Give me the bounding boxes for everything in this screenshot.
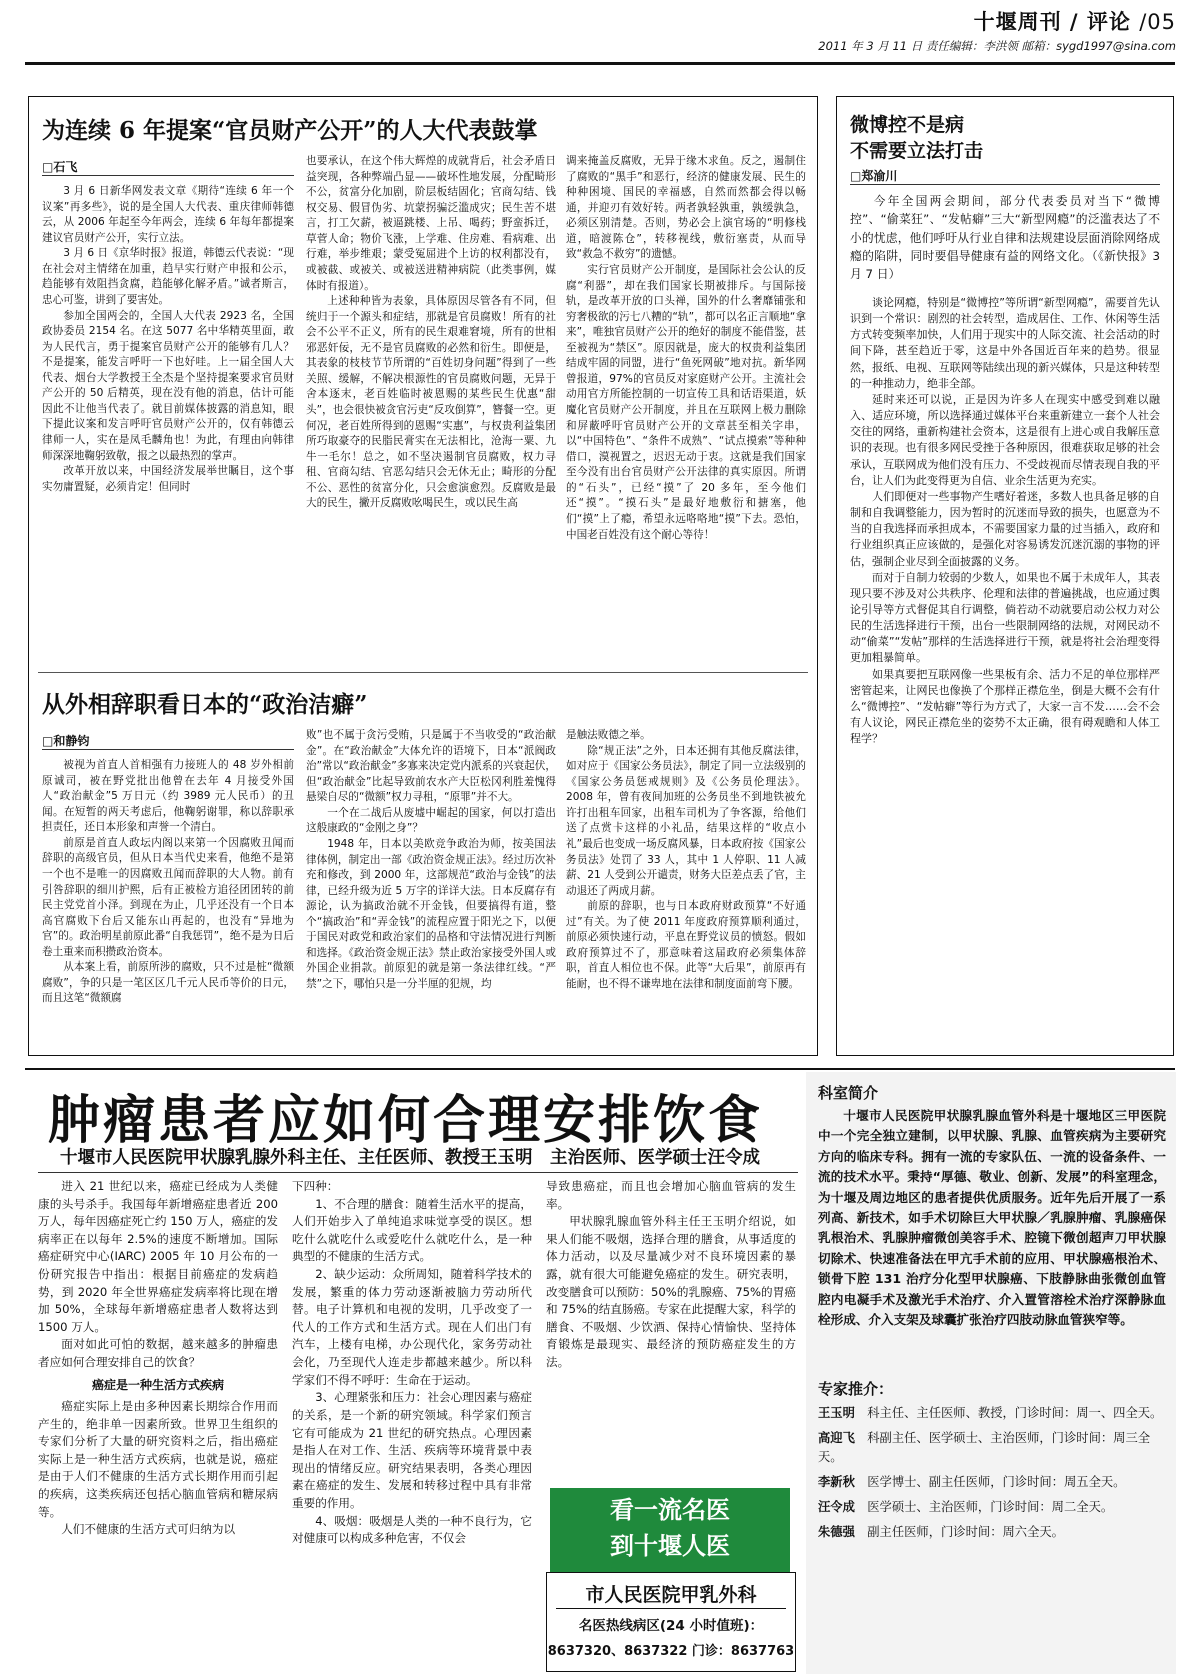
experts-list bbox=[818, 1404, 1168, 1548]
expert-desc: 科副主任、医学硕士、主治医师，门诊时间：周三全天。 bbox=[818, 1431, 1151, 1465]
paragraph: 改革开放以来，中国经济发展举世瞩目，这个事实勿庸置疑，必须肯定！但同时 bbox=[42, 465, 294, 493]
section-rule bbox=[25, 1068, 1175, 1070]
promo-banner bbox=[550, 1488, 790, 1572]
paragraph: 上述种种皆为表象，具体原因尽管各有不同，但统归于一个源头和症结，那就是官员腐败！所有的社会不公平不正义，所有的民生艰难窘境，所有的世相邪恶奸佞，无不是官员腐败的必然和衍生。即便是，其表象的枝枝节节所谓的“百姓切身问题”得到了一些关照、缓解，不解决根源性的官员腐败问题，无异于舍本逐末，老百姓临时被恩赐的某些民生优惠“甜头”，也会很快被贪官污吏“反攻倒算”，簪餐一空。更何况，老百姓所得到的恩赐“实惠”，与权贵利益集团所巧取豪夺的民脂民膏实在无法相比，沧海一粟、九牛一毛尔！总之，如不坚决遏制官员腐败，权力寻租、官商勾结、官恶勾结只会无休无止；畸形的分配不公、恶性的贫富分化，只会愈演愈烈。反腐败是最大的民生，撇开反腐败吆喝民生，或以民生高 bbox=[306, 295, 556, 510]
page-number: /05 bbox=[1139, 10, 1176, 34]
section-heading: 癌症是一种生活方式疾病 bbox=[91, 1377, 224, 1392]
article2-author: □和静钧 bbox=[42, 734, 90, 748]
expert-desc: 副主任医师，门诊时间：周六全天。 bbox=[867, 1525, 1064, 1540]
article2-col2 bbox=[306, 728, 556, 1048]
dept-heading: 科室简介 bbox=[818, 1084, 879, 1102]
hospital-name: 市人民医院甲乳外科 bbox=[585, 1584, 757, 1606]
header-rule bbox=[25, 62, 1175, 65]
title-line: 不需要立法打击 bbox=[850, 140, 984, 162]
paragraph: 前原的辞职，也与日本政府财政预算“不好通过”有关。为了使 2011 年度政府预算顺利通过，前原必须快速行动，平息在野党议员的愤怒。假如政府预算过不了，那意味着这届政府必须集体辞职，首直人相位也不保。此等“大后果”，前原再有能耐，也不得不谦卑地在法律和制度面前弯下腰。 bbox=[566, 900, 806, 990]
article3-body bbox=[850, 295, 1160, 1047]
paragraph: 下四种： bbox=[292, 1179, 339, 1193]
paragraph: 3、心理紧张和压力：社会心理因素与癌症的关系，是一个新的研究领域。科学家们预言它有可能成为 21 世纪的研究热点。心理因素是指人在对工作、生活、疾病等环境背景中表现出的情绪反应。研究结果表明，各类心理因素在癌症的发生、发展和转移过程中具有非常重要的作用。 bbox=[292, 1390, 532, 1510]
paragraph: 进入 21 世纪以来，癌症已经成为人类健康的头号杀手。我国每年新增癌症患者近 200 万人，每年因癌症死亡约 150 万人，癌症的发病率正在以每年 2.5%的速度不断增加。国际癌症研究中心(IARC) 2005 年 10 月公布的一份研究报告中指出：根据目前癌症的发病趋势，到 2020 年全世界癌症发病率将比现在增加 50%，全球每年新增癌症患者人数将达到 1500 万人。 bbox=[38, 1179, 278, 1334]
intro-paragraph: 今年全国两会期间，部分代表委员对当下“微博控”、“偷菜狂”、“发帖癖”三大“新型网瘾”的泛滥表达了不小的忧虑，他们呼吁从行业自律和法规建设层面消除网络成瘾的陷阱，同时要倡导健康有益的网络文化。（《新快报》3 月 7 日） bbox=[850, 194, 1160, 282]
expert-item bbox=[818, 1429, 1168, 1467]
health-subtitle: 十堰市人民医院甲状腺乳腺外科主任、主任医师、教授王玉明 主治医师、医学硕士汪令成 bbox=[60, 1148, 760, 1168]
article2-col3 bbox=[566, 728, 806, 1048]
paragraph: 3 月 6 日新华网发表文章《期待“连续 6 年一个议案”再多些》，说的是全国人大代表、重庆律师韩德云，从 2006 年起至今年两会，连续 6 年每年都提案建议官员财产公开，实行立法。 bbox=[42, 185, 294, 244]
paragraph: 参加全国两会的，全国人大代表 2923 名，全国政协委员 2154 名。在这 5077 名中华精英里面，敢为人民代言，勇于提案官员财产公开的能够有几人？不是提案，能发言呼吁一下也好哇。上一届全国人大代表、烟台大学教授王全杰是个坚持提案要求官员财产公开的 50 后精英，现在没有他的消息，估计可能因此不让他当代表了。就目前媒体披露的消息知，眼下提此议案和发言呼吁官员财产公开的，仅有韩德云律师一人，实在是凤毛麟角也！为此，有理由向韩律师深深地鞠躬致敬，报之以最热烈的掌声。 bbox=[42, 309, 294, 462]
hotline-numbers: 8637320、8637322 门诊：8637763 bbox=[547, 1644, 795, 1659]
paragraph: 癌症实际上是由多种因素长期综合作用而产生的，绝非单一因素所致。世界卫生组织的专家们分析了大量的研究资料之后，指出癌症实际上是一种生活方式疾病，也就是说，癌症是由于人们不健康的生活方式长期作用而引起的疾病，这类疾病还包括心脑血管病和糖尿病等。 bbox=[38, 1398, 278, 1519]
paragraph: 从本案上看，前原所涉的腐败，只不过是桩“微额腐败”，争的只是一笔区区几千元人民币等价的日元，而且这笔“微额腐 bbox=[42, 961, 294, 1005]
paragraph: 3 月 6 日《京华时报》报道，韩德云代表说：“现在社会对主情绪在加重，趋早实行财产申报和公示，趋能够有效阻挡贪腐，趋能够化解矛盾。”诚者斯言，忠心可鉴，讲到了要害处。 bbox=[42, 247, 294, 306]
paragraph: 一个在二战后从废墟中崛起的国家，何以打造出这般康政的“金刚之身”？ bbox=[306, 806, 556, 835]
paragraph: 面对如此可怕的数据，越来越多的肿瘤患者应如何合理安排自己的饮食？ bbox=[38, 1337, 278, 1370]
paragraph: 前原是首直人政坛内阁以来第一个因腐败丑闻而辞职的高级官员，但从日本当代史来看，他绝不是第一个也不是唯一的因腐败丑闻而辞职的大人物。前有引咎辞职的细川护熙，后有正被检方追径团团转的前民主党党首小泽。到现在为止，几乎还没有一个日本高官腐败下台后又能东山再起的，也没有“异地为官”的。政治明星前原此番“自我惩罚”，绝不是为日后卷土重来而积攒政治资本。 bbox=[42, 836, 294, 958]
expert-name: 李新秋 bbox=[818, 1475, 855, 1490]
expert-item bbox=[818, 1523, 1168, 1542]
article1-col1 bbox=[42, 184, 294, 662]
article1-author: □石飞 bbox=[42, 160, 78, 174]
article3-author: □郑渝川 bbox=[850, 169, 898, 183]
paragraph: 谈论网瘾，特别是“微博控”等所谓“新型网瘾”，需要首先认识到一个常识：剧烈的社会转型，造成居住、工作、休闲等生活方式转变频率加快，人们用于现实中的人际交流、社会活动的时间下降，甚至趋近于零，这是中外各国近百年来的趋势。很显然，报纸、电视、互联网等陆续出现的新兴媒体，只是这种转型的一种推动力，绝非全部。 bbox=[850, 296, 1160, 390]
subtitle-rule bbox=[38, 1172, 798, 1173]
expert-desc: 医学博士、副主任医师，门诊时间：周五全天。 bbox=[867, 1475, 1126, 1490]
article3-title bbox=[850, 112, 983, 164]
article2-title: 从外相辞职看日本的“政治洁癖” bbox=[42, 691, 368, 718]
expert-item bbox=[818, 1473, 1168, 1492]
section-name: / 评论 bbox=[1069, 10, 1131, 34]
promo-line2: 到十堰人医 bbox=[610, 1532, 730, 1560]
expert-desc: 医学硕士、主治医师，门诊时间：周二全天。 bbox=[867, 1500, 1114, 1515]
dept-intro bbox=[818, 1106, 1166, 1354]
expert-desc: 科主任、主任医师、教授，门诊时间：周一、四全天。 bbox=[867, 1406, 1163, 1420]
health-col3 bbox=[546, 1178, 796, 1478]
paragraph: 败”也不属于贪污受贿，只是属于不当收受的“政治献金”。在“政治献金”大体允许的语境下，日本“派阀政治”常以“政治献金”多寡来决定党内派系的兴衰起伏，但“政治献金”比起导致前农水产大臣松冈利胜羞愧得悬梁自尽的“微额”权力寻租，“原罪”并不大。 bbox=[306, 729, 556, 804]
byline-rule bbox=[42, 749, 294, 750]
article1-title: 为连续 6 年提案“官员财产公开”的人大代表鼓掌 bbox=[42, 117, 538, 144]
paragraph: 人们不健康的生活方式可归纳为以 bbox=[61, 1522, 236, 1537]
expert-item bbox=[818, 1404, 1168, 1423]
health-title: 肿瘤患者应如何合理安排饮食 bbox=[48, 1091, 764, 1151]
page-header bbox=[974, 6, 1176, 36]
experts-heading: 专家推介： bbox=[818, 1380, 894, 1398]
dept-paragraph: 十堰市人民医院甲状腺乳腺血管外科是十堰地区三甲医院中一个完全独立建制，以甲状腺、乳腺、血管疾病为主要研究方向的临床专科。拥有一流的专家队伍、一流的设备条件、一流的技术水平。秉持“厚德、敬业、创新、发展”的科室理念，为十堰及周边地区的患者提供优质服务。近年先后开展了一系列高、新技术，如手术切除巨大甲状腺／乳腺肿瘤、乳腺癌保乳根治术、乳腺肿瘤微创美容手术、腔镜下微创超声刀甲状腺切除术、快速准备法在甲亢手术前的应用、甲状腺癌根治术、锁骨下腔 131 治疗分化型甲状腺癌、下肢静脉曲张微创血管腔内电凝手术及激光手术治疗、介入置管溶栓术治疗深静脉血栓形成、介入支架及球囊扩张治疗四肢动脉血管狭窄等。 bbox=[818, 1108, 1166, 1327]
paragraph: 1948 年，日本以美欧竞争政治为师，按美国法律体例，制定出一部《政治资金规正法》。经过历次补充和修改，到 2000 年，这部规范“政治与金钱”的法律，已经升级为近 5 万字的详详大法。日本反腐存有源论，认为搞政治就不开金钱，但要搞得有道，整个“搞政治”和“弄金钱”的流程应置于阳光之下，以便于国民对政党和政治家们的品格和守法情况进行判断和选择。《政治资金规正法》禁止政治家接受外国人或外国企业捐款。前原犯的就是第一条法律红线。“严禁”之下，哪怕只是一分半厘的犯规，均 bbox=[306, 837, 556, 990]
paragraph: 如果真要把互联网像一些果板有余、活力不足的单位那样严密管起来，让网民也像换了个那样正襟危坐，倒是大概不会有什么“微博控”、“发帖癖”等行为方式了，大家一言不发……会不会有人议论，网民正襟危坐的姿势不太正确，很有碍观瞻和人体工程学？ bbox=[850, 667, 1160, 746]
paragraph: 1、不合理的膳食：随着生活水平的提高，人们开始步入了单纯追求味觉享受的误区。想吃什么就吃什么或爱吃什么就吃什么，是一种典型的不健康的生活方式。 bbox=[292, 1196, 532, 1264]
paragraph: 人们即便对一些事物产生嗜好着迷，多数人也具备足够的自制和自我调整能力，因为暂时的沉迷而导致的损失，也愿意为不当的自我选择而承担成本，不需要国家力量的过当插入，政府和行业组织真正应该做的，是强化对容易诱发沉迷沉溺的事物的评估，强制企业尽到全面披露的义务。 bbox=[850, 489, 1160, 568]
expert-name: 高迎飞 bbox=[818, 1431, 855, 1446]
expert-item bbox=[818, 1498, 1168, 1517]
paragraph: 实行官员财产公开制度，是国际社会公认的反腐“利器”，却在我们国家长期被排斥。与国际接轨，是改革开放的口头禅，国外的什么奢靡铺张和穷奢极欲的污七八糟的“轨”，都可以名正言顺地“拿来”，唯独官员财产公开的绝好的制度不能借鉴，甚至被视为“禁区”。原因就是，庞大的权贵利益集团结成牢固的同盟，进行“鱼死网破”地对抗。新华网曾报道，97%的官员反对家庭财产公开。主流社会动用官方所能控制的一切宣传工具和话语渠道，妖魔化官员财产公开制度，并且在互联网上极力删除和屏蔽呼吁官员财产公开的文章甚至相关字串，以“中国特色”、“条件不成熟”、“试点摸索”等种种借口，漠视置之，迟迟无动于衷。这就是我们国家至今没有出台官员财产公开法律的真实原因。所谓的“石头”，已经“摸”了 20 多年，至今他们还“摸”。“摸石头”是最好地敷衍和搪塞，他们“摸”上了瘾，希望永远咯咯地“摸”下去。恐怕，中国老百姓没有这个耐心等待！ bbox=[566, 263, 806, 541]
paragraph: 2、缺少运动：众所周知，随着科学技术的发展，繁重的体力劳动逐渐被脑力劳动所代替。电子计算机和电视的发明，几乎改变了一代人的工作方式和生活方式。现在人们出门有汽车，上楼有电梯，办公现代化，家务劳动社会化，乃至现代人连走步都越来越少。所以科学家们不得不呼吁：生命在于运动。 bbox=[292, 1267, 532, 1387]
article1-col2 bbox=[306, 154, 556, 662]
paragraph: 甲状腺乳腺血管外科主任王玉明介绍说，如果人们能不吸烟，选择合理的膳食，从事适度的体力活动，以及尽量减少对不良环境因素的暴露，就有很大可能避免癌症的发生。研究表明，改变膳食可以预防：50%的乳腺癌、75%的胃癌和 75%的结直肠癌。专家在此提醒大家，科学的膳食、不吸烟、少饮酒、保持心情愉快、坚持体育锻炼是最现实、最经济的预防癌症发生的方法。 bbox=[546, 1214, 796, 1370]
byline-rule bbox=[42, 175, 294, 176]
date-editor-line: 2011 年 3 月 11 日 责任编辑：李洪领 邮箱：sygd1997@sina.com bbox=[818, 39, 1176, 53]
expert-name: 朱德强 bbox=[818, 1525, 855, 1540]
paper-name: 十堰周刊 bbox=[973, 10, 1062, 34]
article-divider bbox=[38, 672, 808, 673]
promo-line1: 看一流名医 bbox=[610, 1496, 730, 1524]
paragraph: 是触法败德之举。 bbox=[566, 729, 651, 741]
health-col2 bbox=[292, 1178, 532, 1672]
paragraph: 而对于自制力较弱的少数人，如果也不属于未成年人，其表现只要不涉及对公共秩序、伦理和法律的普遍挑战，也应通过舆论引导等方式督促其自行调整，倘若动不动就要启动公权力对公民的生活选择进行干预，出台一些限制网络的法规，对网民动不动“偷菜”“发帖”那样的生活选择进行干预，就是将社会治理变得更加粗暴简单。 bbox=[850, 570, 1160, 665]
paragraph: 也要承认，在这个伟大辉煌的成就背后，社会矛盾日益突现，各种弊端凸显——破坏性地发展，分配畸形不公，贫富分化加剧，阶层板结固化；官商勾结、钱权交易、假冒伪劣、坑蒙拐骗泛滥成灾；民生苦不堪言，打工欠薪，被逼跳楼、上吊、喝药；野蛮拆迁，草菅人命；物价飞涨，上学难、住房难、看病难、出行难，举步维艰；蒙受冤屈进个上访的权利都没有，或被截、或被关、或被送进精神病院（此类事例，媒体时有报道）。 bbox=[306, 155, 556, 292]
article1-col3 bbox=[566, 154, 806, 662]
paragraph: 除“规正法”之外，日本还拥有其他反腐法律，如对应于《国家公务员法》，制定了同一立法级别的《国家公务员惩戒规则》及《公务员伦理法》。2008 年，曾有夜间加班的公务员坐不到地铁被允许打出租车回家，出租车司机为了争客源，给他们送了点赏卡这样的小礼品，结果这样的“收点小礼”最后也变成一场反腐风暴，日本政府按《国家公务员法》处罚了 33 人，其中 1 人停职、11 人减薪、21 人受到公开谴责，财务大臣差点丢了官，主动退还了两成月薪。 bbox=[566, 744, 806, 897]
paragraph: 导致患癌症，而且也会增加心脑血管病的发生率。 bbox=[546, 1179, 796, 1211]
health-col1 bbox=[38, 1178, 278, 1672]
hotline-rule bbox=[556, 1608, 786, 1609]
title-line: 微博控不是病 bbox=[850, 114, 965, 136]
article3-intro bbox=[850, 192, 1160, 292]
article2-col1 bbox=[42, 758, 294, 1048]
paragraph: 4、吸烟：吸烟是人类的一种不良行为，它对健康可以构成多种危害，不仅会 bbox=[292, 1513, 532, 1546]
hotline-label: 名医热线病区(24 小时值班)： bbox=[578, 1618, 764, 1634]
expert-name: 汪令成 bbox=[818, 1500, 855, 1515]
paragraph: 延时来还可以说，正是因为许多人在现实中感受到难以融入、适应环境，所以选择通过媒体平台来重新建立一套个人社会交往的网络，重新构建社会资本，这是很有上进心或自我解压意识的表现。也有很多网民受挫于各种原因，很难获取足够的社会承认，互联网成为他们没有压力、不受歧视而尽情表现自我的平台，让人们为此变得更为自信、业余生活更为充实。 bbox=[850, 392, 1160, 487]
paragraph: 被视为首直人首相强有力接班人的 48 岁外相前原诚司，被在野党批出他曾在去年 4 月接受外国人“政治献金”5 万日元（约 3989 元人民币）的丑闻。在短暂的两天考虑后，他鞠躬谢罪，称以辞职承担责任，还日本形象和声誉一个清白。 bbox=[42, 759, 294, 834]
expert-name: 王玉明 bbox=[818, 1406, 855, 1420]
byline-rule bbox=[850, 184, 1160, 185]
paragraph: 调来掩盖反腐败，无异于缘木求鱼。反之，遏制住了腐败的“黑手”和恶行，经济的健康发展、民生的种种困境、国民的幸福感，自然而然都会得以畅通，并迎刃有效好转。两者孰轻孰重，孰缓孰急，必须区别清楚。否则，势必会上演官场的“明修栈道，暗渡陈仓”，转移视线，敷衍塞责，从而导致“救急不救穷”的遗憾。 bbox=[566, 155, 806, 261]
